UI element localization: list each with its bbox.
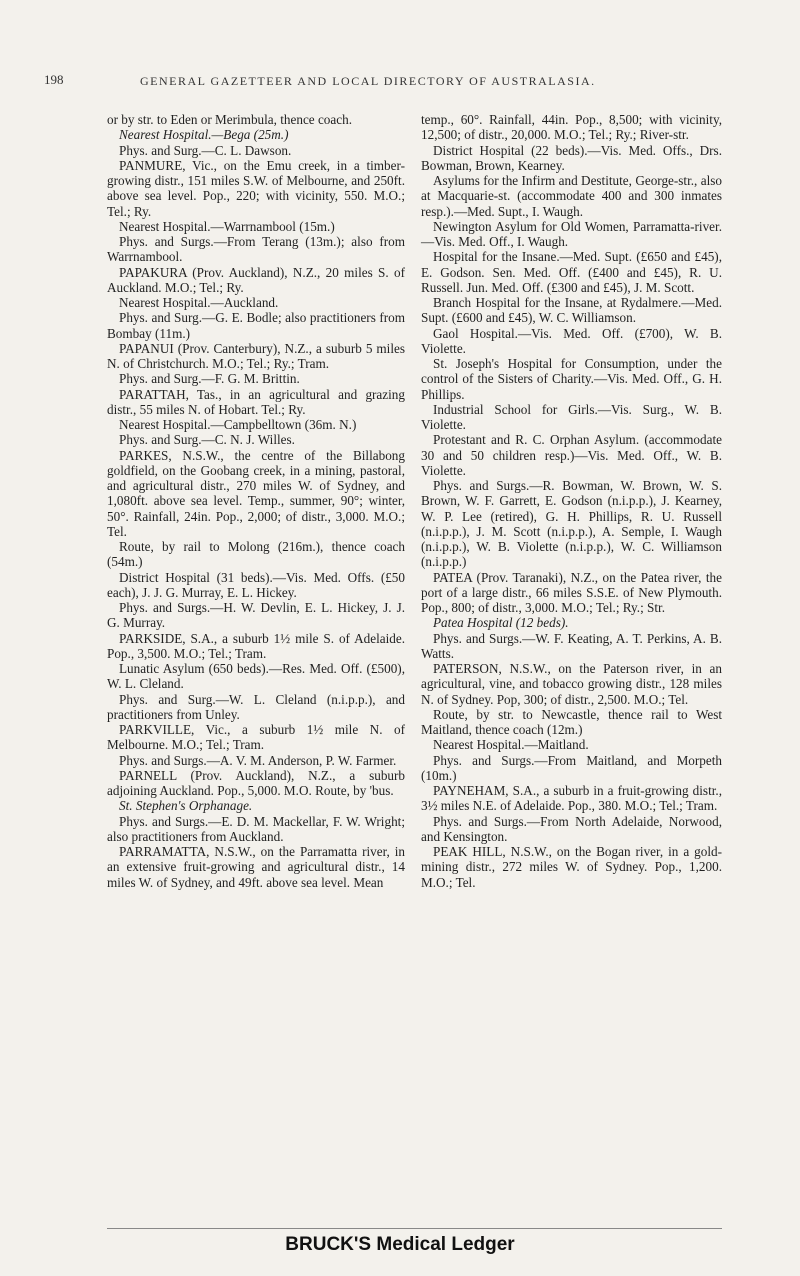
entry-text: PARKVILLE, Vic., a suburb 1½ mile N. of Melbourne. M.O.; Tel.; Tram.	[107, 722, 405, 753]
entry-text: St. Joseph's Hospital for Consumption, under the control of the Sisters of Charity.—Vis. Med. Off., G. H. Phillips.	[421, 356, 722, 402]
entry-text: Phys. and Surg.—G. E. Bodle; also practitioners from Bombay (11m.)	[107, 310, 405, 341]
entry-text: District Hospital (22 beds).—Vis. Med. Offs., Drs. Bowman, Brown, Kearney.	[421, 142, 722, 173]
page-number: 198	[44, 72, 64, 87]
entry-text: Phys. and Surgs.—From Terang (13m.); also from Warrnambool.	[107, 234, 405, 265]
entry-text: Nearest Hospital.—Warrnambool (15m.)	[119, 218, 335, 234]
entry-text: Patea Hospital (12 beds).	[433, 615, 569, 631]
entry-text: Phys. and Surgs.—From North Adelaide, Norwood, and Kensington.	[421, 813, 722, 844]
entry-text: Gaol Hospital.—Vis. Med. Off. (£700), W. B. Violette.	[421, 325, 722, 356]
entry-text: Newington Asylum for Old Women, Parramatta-river.—Vis. Med. Off., I. Waugh.	[421, 218, 722, 249]
entry-text: Phys. and Surgs.—W. F. Keating, A. T. Perkins, A. B. Watts.	[421, 630, 722, 661]
footer-divider	[107, 1228, 722, 1229]
running-title: GENERAL GAZETTEER AND LOCAL DIRECTORY OF AUSTRALASIA.	[140, 74, 596, 88]
entry-text: PAPANUI (Prov. Canterbury), N.Z., a suburb 5 miles N. of Christchurch. M.O.; Tel.; Ry.; Tram.	[107, 340, 405, 371]
entry-text: Phys. and Surg.—C. L. Dawson.	[119, 142, 292, 158]
entry-text: Nearest Hospital.—Campbelltown (36m. N.)	[119, 417, 357, 432]
footer-advert: BRUCK'S Medical Ledger	[285, 1234, 515, 1255]
entry-text: Phys. and Surg.—F. G. M. Brittin.	[119, 371, 300, 387]
entry-text: PARRAMATTA, N.S.W., on the Parramatta river, in an extensive fruit-growing and agricultural distr., 14 miles W. of Sydney, and 49ft. above sea level. Mean	[107, 844, 405, 890]
entry-text: Phys. and Surg.—W. L. Cleland (n.i.p.p.), and practitioners from Unley.	[107, 691, 405, 722]
entry-text: Route, by str. to Newcastle, thence rail to West Maitland, thence coach (12m.)	[421, 706, 722, 737]
entry-text: Hospital for the Insane.—Med. Supt. (£650 and £45), E. Godson. Sen. Med. Off. (£400 and £45), R. U. Russell. Jun. Med. Off. (£300 and £45), J. M. Scott.	[421, 249, 722, 295]
entry-text: PAYNEHAM, S.A., a suburb in a fruit-growing distr., 3½ miles N.E. of Adelaide. Pop., 380. M.O.; Tel.; Tram.	[421, 783, 722, 814]
entry-text: PAPAKURA (Prov. Auckland), N.Z., 20 miles S. of Auckland. M.O.; Tel.; Ry.	[107, 264, 405, 295]
right-column	[421, 112, 722, 890]
entry-text: Route, by rail to Molong (216m.), thence coach (54m.)	[107, 539, 405, 570]
entry-text: PATEA (Prov. Taranaki), N.Z., on the Patea river, the port of a large distr., 66 miles S.S.E. of New Plymouth. Pop., 800; of distr., 3,000. M.O.; Tel.; Ry.; Str.	[421, 569, 722, 615]
entry-text: PATERSON, N.S.W., on the Paterson river, in an agricultural, vine, and tobacco growing distr., 128 miles N. of Sydney. Pop, 300; of distr., 2,500. M.O.; Tel.	[421, 661, 722, 707]
entry-text: or by str. to Eden or Merimbula, thence coach.	[107, 112, 352, 127]
entry-text: PARATTAH, Tas., in an agricultural and grazing distr., 55 miles N. of Hobart. Tel.; Ry.	[107, 386, 405, 417]
entry-text: Branch Hospital for the Insane, at Rydalmere.—Med. Supt. (£600 and £45), W. C. Williamson.	[421, 295, 722, 326]
entry-text: Phys. and Surg.—C. N. J. Willes.	[119, 432, 295, 448]
entry-text: Protestant and R. C. Orphan Asylum. (accommodate 30 and 50 children resp.)—Vis. Med. Off., W. B. Violette.	[421, 432, 722, 478]
entry-text: PARNELL (Prov. Auckland), N.Z., a suburb adjoining Auckland. Pop., 5,000. M.O. Route, by 'bus.	[107, 767, 405, 798]
entry-text: Nearest Hospital.—Maitland.	[433, 737, 589, 753]
entry-text: Nearest Hospital.—Auckland.	[119, 295, 279, 310]
entry-text: Phys. and Surgs.—A. V. M. Anderson, P. W. Farmer.	[119, 752, 397, 768]
left-column	[107, 112, 405, 890]
entry-text: St. Stephen's Orphanage.	[119, 798, 253, 814]
entry-text: Lunatic Asylum (650 beds).—Res. Med. Off. (£500), W. L. Cleland.	[107, 661, 405, 692]
entry-text: PARKSIDE, S.A., a suburb 1½ mile S. of Adelaide. Pop., 3,500. M.O.; Tel.; Tram.	[107, 630, 405, 661]
entry-text: PEAK HILL, N.S.W., on the Bogan river, in a gold-mining distr., 272 miles W. of Sydney. Pop., 1,200. M.O.; Tel.	[421, 844, 722, 890]
entry-text: Industrial School for Girls.—Vis. Surg., W. B. Violette.	[421, 401, 722, 432]
entry-text: District Hospital (31 beds).—Vis. Med. Offs. (£50 each), J. J. G. Murray, E. L. Hickey.	[107, 569, 405, 600]
entry-text: PARKES, N.S.W., the centre of the Billabong goldfield, on the Goobang creek, in a mining, pastoral, and agricultural distr., 270 miles W. of Sydney, and 1,080ft. above sea level. Temp., summer, 90°; winter, 50°. Rainfall, 24in. Pop., 2,000; of distr., 3,000. M.O.; Tel.	[107, 447, 405, 539]
entry-text: PANMURE, Vic., on the Emu creek, in a timber-growing distr., 151 miles S.W. of Melbourne, and 250ft. above sea level. Pop., 220; with vicinity, 550. M.O.; Tel.; Ry.	[107, 157, 405, 219]
running-header	[44, 72, 744, 92]
entry-text: Asylums for the Infirm and Destitute, George-str., also at Macquarie-st. (accommodate 400 and 300 inmates resp.).—Med. Supt., I. Waugh.	[421, 173, 722, 219]
entry-text: Nearest Hospital.—Bega (25m.)	[119, 127, 289, 143]
entry-text: Phys. and Surgs.—E. D. M. Mackellar, F. W. Wright; also practitioners from Auckland.	[107, 813, 405, 844]
entry-text: Phys. and Surgs.—R. Bowman, W. Brown, W. S. Brown, W. F. Garrett, E. Godson (n.i.p.p.), J. Kearney, W. P. Lee (retired), G. H. Phillips, R. U. Russell (n.i.p.p.), J. M. Scott (n.i.p.p.), A. Semple, I. Waugh (n.i.p.p.), W. B. Violette (n.i.p.p.), W. C. Williamson (n.i.p.p.)	[421, 478, 722, 570]
entry-text: temp., 60°. Rainfall, 44in. Pop., 8,500; with vicinity, 12,500; of distr., 20,000. M.O.; Tel.; Ry.; River-str.	[421, 112, 722, 143]
entry-text: Phys. and Surgs.—H. W. Devlin, E. L. Hickey, J. J. G. Murray.	[107, 600, 405, 631]
entry-text: Phys. and Surgs.—From Maitland, and Morpeth (10m.)	[421, 752, 722, 783]
